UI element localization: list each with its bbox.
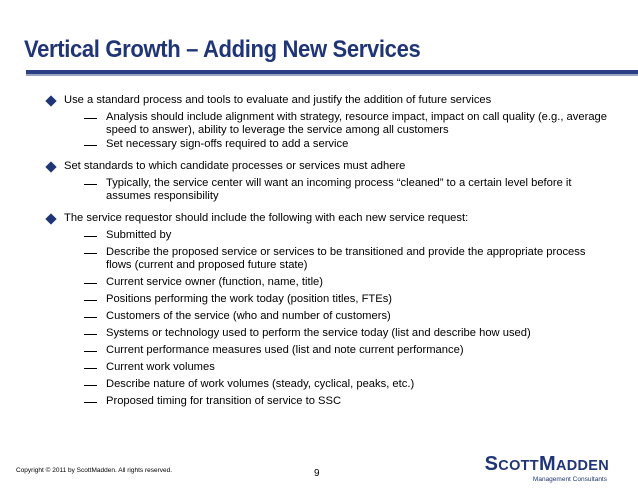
scottmadden-logo (469, 454, 609, 484)
sub-bullet: Current performance measures used (list and note current performance) (106, 344, 464, 356)
dash-icon (84, 118, 97, 119)
dash-icon (84, 184, 97, 185)
logo-letter: S (484, 453, 499, 475)
sub-bullet: Current service owner (function, name, title) (106, 276, 323, 288)
diamond-bullet-icon (45, 213, 56, 224)
sub-bullet: Proposed timing for transition of service to SSC (106, 395, 342, 407)
sub-bullet: Analysis should include alignment with strategy, resource impact, impact on call quality (e.g., average speed to answer), ability to leverage the service among all customers (106, 111, 607, 136)
bullet-1: Use a standard process and tools to evaluate and justify the addition of future services (64, 94, 492, 106)
sub-bullet: Submitted by (106, 229, 172, 241)
logo-wordmark (469, 454, 609, 476)
dash-icon (84, 402, 97, 403)
dash-icon (84, 368, 97, 369)
dash-icon (84, 253, 97, 254)
sub-bullet: Describe nature of work volumes (steady, cyclical, peaks, etc.) (106, 378, 415, 390)
diamond-bullet-icon (45, 95, 56, 106)
copyright-notice: Copyright © 2011 by ScottMadden. All rights reserved. (16, 467, 173, 474)
sub-bullet: Current work volumes (106, 361, 215, 373)
dash-icon (84, 145, 97, 146)
dash-icon (84, 300, 97, 301)
sub-bullet: Set necessary sign-offs required to add a service (106, 138, 349, 150)
sub-bullet: Customers of the service (who and number of customers) (106, 310, 391, 322)
dash-icon (84, 385, 97, 386)
sub-bullet: Positions performing the work today (position titles, FTEs) (106, 293, 393, 305)
dash-icon (84, 236, 97, 237)
logo-letter: M (538, 453, 556, 475)
diamond-bullet-icon (45, 161, 56, 172)
slide-title: Vertical Growth – Adding New Services (24, 36, 421, 63)
bullet-3: The service requestor should include the following with each new service request: (64, 212, 469, 224)
dash-icon (84, 283, 97, 284)
dash-icon (84, 351, 97, 352)
sub-bullet: Describe the proposed service or services to be transitioned and provide the appropriate process flows (current and proposed future state) (106, 246, 586, 271)
sub-bullet: Systems or technology used to perform the service today (list and describe how used) (106, 327, 531, 339)
dash-icon (84, 317, 97, 318)
sub-bullet: Typically, the service center will want an incoming process “cleaned” to a certain level before it assumes responsibility (106, 177, 572, 202)
logo-letters: ADDEN (555, 458, 609, 474)
logo-tagline: Management Consultants (532, 476, 607, 483)
bullet-2: Set standards to which candidate processes or services must adhere (64, 160, 406, 172)
page-number: 9 (314, 468, 320, 479)
logo-letters: COTT (498, 458, 539, 474)
dash-icon (84, 334, 97, 335)
